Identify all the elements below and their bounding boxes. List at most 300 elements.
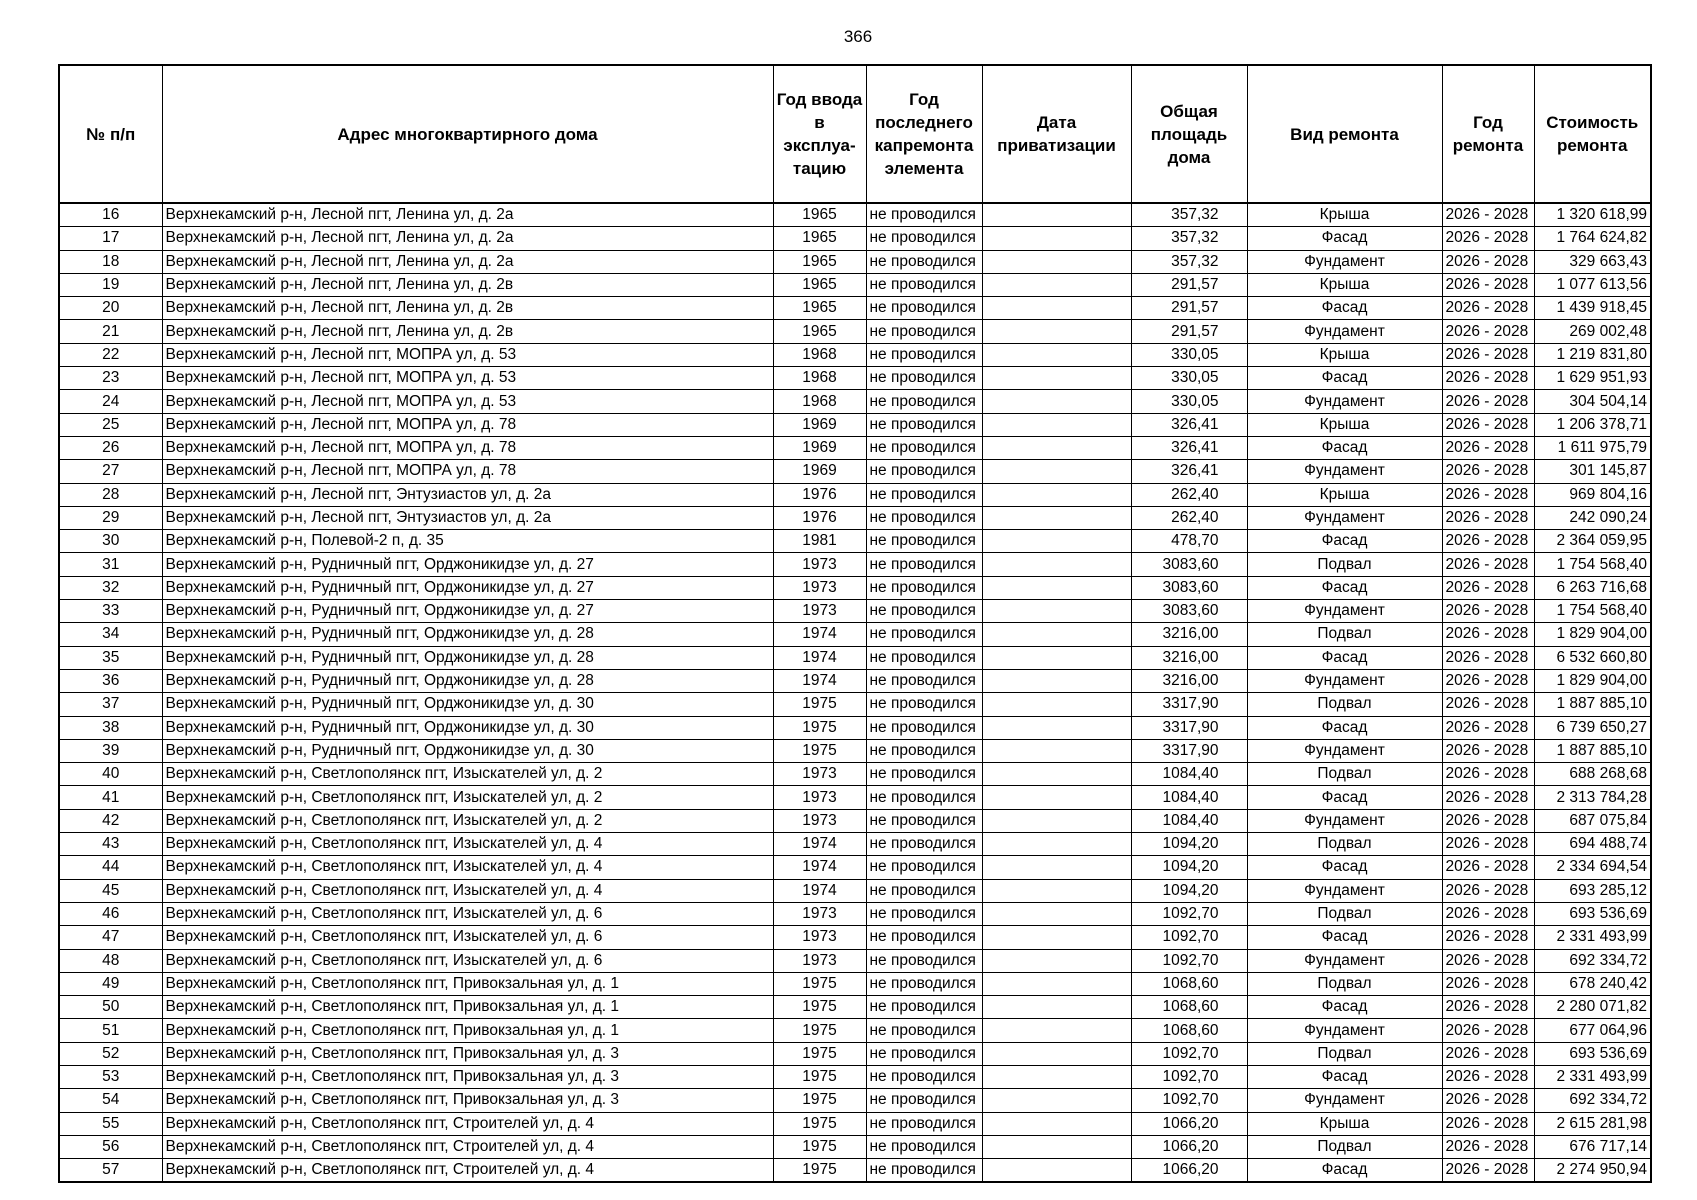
cell-num: 32 (59, 576, 162, 599)
cell-last-repair: не проводился (866, 623, 982, 646)
cell-address: Верхнекамский р-н, Светлополянск пгт, Привокзальная ул, д. 1 (162, 996, 773, 1019)
cell-year-built: 1968 (773, 390, 866, 413)
cell-repair-type: Фундамент (1247, 506, 1442, 529)
table-row (59, 1065, 1651, 1088)
cell-repair-year: 2026 - 2028 (1442, 553, 1534, 576)
cell-repair-type: Подвал (1247, 1042, 1442, 1065)
cell-repair-year: 2026 - 2028 (1442, 483, 1534, 506)
cell-cost: 1 754 568,40 (1534, 600, 1651, 623)
cell-cost: 692 334,72 (1534, 949, 1651, 972)
cell-year-built: 1973 (773, 600, 866, 623)
cell-year-built: 1975 (773, 1112, 866, 1135)
cell-repair-type: Фасад (1247, 856, 1442, 879)
cell-area: 291,57 (1131, 273, 1247, 296)
cell-area: 3317,90 (1131, 693, 1247, 716)
cell-repair-year: 2026 - 2028 (1442, 623, 1534, 646)
cell-area: 330,05 (1131, 367, 1247, 390)
cell-privatization (982, 902, 1131, 925)
cell-cost: 692 334,72 (1534, 1089, 1651, 1112)
cell-last-repair: не проводился (866, 809, 982, 832)
cell-repair-type: Фасад (1247, 716, 1442, 739)
cell-address: Верхнекамский р-н, Лесной пгт, Ленина ул, д. 2в (162, 297, 773, 320)
cell-repair-type: Фундамент (1247, 879, 1442, 902)
cell-num: 41 (59, 786, 162, 809)
cell-repair-type: Подвал (1247, 833, 1442, 856)
table-row (59, 297, 1651, 320)
cell-last-repair: не проводился (866, 646, 982, 669)
cell-year-built: 1973 (773, 949, 866, 972)
cell-repair-type: Фасад (1247, 926, 1442, 949)
cell-repair-type: Крыша (1247, 273, 1442, 296)
cell-privatization (982, 1065, 1131, 1088)
cell-year-built: 1975 (773, 1089, 866, 1112)
cell-area: 1094,20 (1131, 879, 1247, 902)
header-area: Общая площадь дома (1131, 65, 1247, 203)
cell-cost: 242 090,24 (1534, 506, 1651, 529)
table-row (59, 483, 1651, 506)
cell-repair-year: 2026 - 2028 (1442, 390, 1534, 413)
cell-cost: 678 240,42 (1534, 972, 1651, 995)
cell-area: 1092,70 (1131, 1089, 1247, 1112)
cell-address: Верхнекамский р-н, Рудничный пгт, Орджоникидзе ул, д. 27 (162, 600, 773, 623)
cell-area: 291,57 (1131, 320, 1247, 343)
table-row (59, 1112, 1651, 1135)
cell-privatization (982, 716, 1131, 739)
cell-area: 1066,20 (1131, 1159, 1247, 1183)
cell-address: Верхнекамский р-н, Лесной пгт, Ленина ул, д. 2в (162, 320, 773, 343)
cell-privatization (982, 506, 1131, 529)
cell-privatization (982, 693, 1131, 716)
cell-cost: 1 219 831,80 (1534, 343, 1651, 366)
cell-privatization (982, 460, 1131, 483)
table-row (59, 343, 1651, 366)
cell-year-built: 1965 (773, 250, 866, 273)
table-row (59, 693, 1651, 716)
cell-repair-year: 2026 - 2028 (1442, 203, 1534, 227)
cell-year-built: 1974 (773, 856, 866, 879)
cell-num: 29 (59, 506, 162, 529)
cell-last-repair: не проводился (866, 320, 982, 343)
cell-last-repair: не проводился (866, 553, 982, 576)
cell-last-repair: не проводился (866, 856, 982, 879)
cell-privatization (982, 367, 1131, 390)
cell-address: Верхнекамский р-н, Светлополянск пгт, Изыскателей ул, д. 2 (162, 809, 773, 832)
cell-last-repair: не проводился (866, 693, 982, 716)
table-row (59, 203, 1651, 227)
table-row (59, 320, 1651, 343)
cell-year-built: 1981 (773, 530, 866, 553)
cell-year-built: 1968 (773, 367, 866, 390)
cell-cost: 677 064,96 (1534, 1019, 1651, 1042)
cell-address: Верхнекамский р-н, Светлополянск пгт, Привокзальная ул, д. 3 (162, 1065, 773, 1088)
cell-repair-year: 2026 - 2028 (1442, 739, 1534, 762)
cell-privatization (982, 763, 1131, 786)
cell-year-built: 1975 (773, 1042, 866, 1065)
table-row (59, 600, 1651, 623)
cell-num: 56 (59, 1135, 162, 1158)
cell-cost: 2 334 694,54 (1534, 856, 1651, 879)
cell-year-built: 1969 (773, 436, 866, 459)
cell-address: Верхнекамский р-н, Лесной пгт, Ленина ул, д. 2а (162, 250, 773, 273)
cell-privatization (982, 879, 1131, 902)
cell-last-repair: не проводился (866, 763, 982, 786)
cell-last-repair: не проводился (866, 436, 982, 459)
cell-repair-year: 2026 - 2028 (1442, 972, 1534, 995)
cell-year-built: 1973 (773, 786, 866, 809)
cell-year-built: 1969 (773, 413, 866, 436)
cell-address: Верхнекамский р-н, Рудничный пгт, Орджоникидзе ул, д. 28 (162, 669, 773, 692)
table-row (59, 902, 1651, 925)
cell-privatization (982, 343, 1131, 366)
table-row (59, 809, 1651, 832)
cell-num: 23 (59, 367, 162, 390)
cell-cost: 694 488,74 (1534, 833, 1651, 856)
cell-year-built: 1968 (773, 343, 866, 366)
cell-year-built: 1973 (773, 576, 866, 599)
cell-year-built: 1976 (773, 483, 866, 506)
cell-address: Верхнекамский р-н, Рудничный пгт, Орджоникидзе ул, д. 30 (162, 693, 773, 716)
cell-privatization (982, 1042, 1131, 1065)
cell-area: 326,41 (1131, 413, 1247, 436)
table-row (59, 367, 1651, 390)
cell-privatization (982, 1112, 1131, 1135)
header-last-repair: Год последнего капремонта элемента (866, 65, 982, 203)
cell-repair-year: 2026 - 2028 (1442, 343, 1534, 366)
cell-repair-type: Крыша (1247, 343, 1442, 366)
cell-repair-year: 2026 - 2028 (1442, 460, 1534, 483)
cell-last-repair: не проводился (866, 716, 982, 739)
table-row (59, 739, 1651, 762)
cell-year-built: 1973 (773, 809, 866, 832)
table-row (59, 413, 1651, 436)
cell-cost: 301 145,87 (1534, 460, 1651, 483)
cell-area: 262,40 (1131, 483, 1247, 506)
cell-repair-type: Подвал (1247, 972, 1442, 995)
cell-privatization (982, 273, 1131, 296)
cell-address: Верхнекамский р-н, Лесной пгт, МОПРА ул, д. 53 (162, 343, 773, 366)
cell-last-repair: не проводился (866, 996, 982, 1019)
cell-year-built: 1965 (773, 227, 866, 250)
header-cost: Стоимость ремонта (1534, 65, 1651, 203)
cell-last-repair: не проводился (866, 413, 982, 436)
cell-repair-type: Фасад (1247, 646, 1442, 669)
cell-last-repair: не проводился (866, 1112, 982, 1135)
cell-num: 37 (59, 693, 162, 716)
cell-address: Верхнекамский р-н, Светлополянск пгт, Строителей ул, д. 4 (162, 1159, 773, 1183)
cell-repair-year: 2026 - 2028 (1442, 1112, 1534, 1135)
cell-privatization (982, 1089, 1131, 1112)
cell-address: Верхнекамский р-н, Светлополянск пгт, Изыскателей ул, д. 4 (162, 856, 773, 879)
cell-repair-type: Фасад (1247, 786, 1442, 809)
cell-privatization (982, 553, 1131, 576)
cell-address: Верхнекамский р-н, Светлополянск пгт, Привокзальная ул, д. 3 (162, 1089, 773, 1112)
cell-area: 1094,20 (1131, 833, 1247, 856)
cell-cost: 1 887 885,10 (1534, 739, 1651, 762)
cell-area: 1084,40 (1131, 763, 1247, 786)
table-row (59, 926, 1651, 949)
cell-last-repair: не проводился (866, 1159, 982, 1183)
cell-repair-year: 2026 - 2028 (1442, 413, 1534, 436)
cell-last-repair: не проводился (866, 786, 982, 809)
cell-repair-type: Фундамент (1247, 949, 1442, 972)
cell-address: Верхнекамский р-н, Лесной пгт, Энтузиастов ул, д. 2а (162, 483, 773, 506)
cell-repair-year: 2026 - 2028 (1442, 693, 1534, 716)
page-number: 366 (843, 27, 873, 46)
cell-repair-type: Фасад (1247, 367, 1442, 390)
cell-num: 28 (59, 483, 162, 506)
cell-repair-type: Подвал (1247, 902, 1442, 925)
cell-address: Верхнекамский р-н, Светлополянск пгт, Изыскателей ул, д. 6 (162, 926, 773, 949)
cell-last-repair: не проводился (866, 879, 982, 902)
cell-repair-year: 2026 - 2028 (1442, 506, 1534, 529)
cell-last-repair: не проводился (866, 460, 982, 483)
cell-year-built: 1975 (773, 996, 866, 1019)
cell-privatization (982, 926, 1131, 949)
cell-cost: 688 268,68 (1534, 763, 1651, 786)
cell-cost: 304 504,14 (1534, 390, 1651, 413)
cell-privatization (982, 530, 1131, 553)
cell-num: 52 (59, 1042, 162, 1065)
table-row (59, 972, 1651, 995)
cell-area: 3317,90 (1131, 716, 1247, 739)
cell-privatization (982, 786, 1131, 809)
cell-year-built: 1976 (773, 506, 866, 529)
cell-year-built: 1975 (773, 1135, 866, 1158)
cell-privatization (982, 646, 1131, 669)
cell-num: 53 (59, 1065, 162, 1088)
table-row (59, 669, 1651, 692)
cell-cost: 1 829 904,00 (1534, 669, 1651, 692)
cell-repair-type: Фундамент (1247, 390, 1442, 413)
cell-num: 47 (59, 926, 162, 949)
cell-area: 3083,60 (1131, 600, 1247, 623)
cell-year-built: 1975 (773, 972, 866, 995)
cell-cost: 1 629 951,93 (1534, 367, 1651, 390)
cell-address: Верхнекамский р-н, Лесной пгт, МОПРА ул, д. 53 (162, 367, 773, 390)
cell-address: Верхнекамский р-н, Лесной пгт, Ленина ул, д. 2а (162, 203, 773, 227)
cell-year-built: 1973 (773, 926, 866, 949)
cell-repair-year: 2026 - 2028 (1442, 949, 1534, 972)
cell-last-repair: не проводился (866, 343, 982, 366)
cell-address: Верхнекамский р-н, Лесной пгт, МОПРА ул, д. 78 (162, 436, 773, 459)
cell-cost: 676 717,14 (1534, 1135, 1651, 1158)
cell-num: 21 (59, 320, 162, 343)
table-row (59, 786, 1651, 809)
cell-area: 3216,00 (1131, 669, 1247, 692)
cell-address: Верхнекамский р-н, Светлополянск пгт, Привокзальная ул, д. 1 (162, 1019, 773, 1042)
cell-cost: 269 002,48 (1534, 320, 1651, 343)
cell-area: 326,41 (1131, 460, 1247, 483)
cell-repair-type: Фасад (1247, 1065, 1442, 1088)
cell-repair-year: 2026 - 2028 (1442, 856, 1534, 879)
cell-area: 1092,70 (1131, 1065, 1247, 1088)
cell-last-repair: не проводился (866, 576, 982, 599)
cell-area: 357,32 (1131, 250, 1247, 273)
cell-last-repair: не проводился (866, 1019, 982, 1042)
cell-privatization (982, 227, 1131, 250)
cell-address: Верхнекамский р-н, Светлополянск пгт, Изыскателей ул, д. 6 (162, 902, 773, 925)
header-repair-type: Вид ремонта (1247, 65, 1442, 203)
repair-schedule-table (58, 64, 1652, 1183)
cell-repair-type: Фундамент (1247, 739, 1442, 762)
cell-address: Верхнекамский р-н, Светлополянск пгт, Строителей ул, д. 4 (162, 1135, 773, 1158)
cell-num: 50 (59, 996, 162, 1019)
cell-privatization (982, 483, 1131, 506)
cell-repair-type: Подвал (1247, 623, 1442, 646)
cell-privatization (982, 1159, 1131, 1183)
cell-repair-year: 2026 - 2028 (1442, 1159, 1534, 1183)
cell-area: 478,70 (1131, 530, 1247, 553)
cell-num: 17 (59, 227, 162, 250)
cell-year-built: 1973 (773, 553, 866, 576)
cell-area: 3083,60 (1131, 576, 1247, 599)
cell-last-repair: не проводился (866, 739, 982, 762)
cell-last-repair: не проводился (866, 1089, 982, 1112)
cell-num: 16 (59, 203, 162, 227)
cell-address: Верхнекамский р-н, Рудничный пгт, Орджоникидзе ул, д. 27 (162, 576, 773, 599)
cell-last-repair: не проводился (866, 506, 982, 529)
cell-cost: 1 887 885,10 (1534, 693, 1651, 716)
cell-num: 19 (59, 273, 162, 296)
cell-last-repair: не проводился (866, 902, 982, 925)
cell-area: 291,57 (1131, 297, 1247, 320)
cell-repair-year: 2026 - 2028 (1442, 716, 1534, 739)
table-row (59, 506, 1651, 529)
cell-repair-type: Подвал (1247, 763, 1442, 786)
table-row (59, 460, 1651, 483)
cell-area: 3083,60 (1131, 553, 1247, 576)
cell-repair-year: 2026 - 2028 (1442, 646, 1534, 669)
cell-repair-year: 2026 - 2028 (1442, 436, 1534, 459)
cell-year-built: 1975 (773, 1065, 866, 1088)
table-row (59, 996, 1651, 1019)
cell-privatization (982, 739, 1131, 762)
cell-cost: 6 532 660,80 (1534, 646, 1651, 669)
cell-cost: 2 313 784,28 (1534, 786, 1651, 809)
table-row (59, 1159, 1651, 1183)
cell-repair-year: 2026 - 2028 (1442, 786, 1534, 809)
cell-last-repair: не проводился (866, 600, 982, 623)
cell-year-built: 1974 (773, 646, 866, 669)
cell-repair-type: Фасад (1247, 576, 1442, 599)
cell-last-repair: не проводился (866, 250, 982, 273)
cell-last-repair: не проводился (866, 273, 982, 296)
cell-privatization (982, 669, 1131, 692)
cell-repair-type: Фундамент (1247, 809, 1442, 832)
cell-repair-type: Фасад (1247, 297, 1442, 320)
cell-privatization (982, 320, 1131, 343)
cell-privatization (982, 972, 1131, 995)
table-row (59, 1089, 1651, 1112)
cell-cost: 2 280 071,82 (1534, 996, 1651, 1019)
cell-address: Верхнекамский р-н, Лесной пгт, Ленина ул, д. 2а (162, 227, 773, 250)
cell-num: 30 (59, 530, 162, 553)
cell-year-built: 1965 (773, 273, 866, 296)
cell-repair-year: 2026 - 2028 (1442, 833, 1534, 856)
cell-repair-year: 2026 - 2028 (1442, 1019, 1534, 1042)
cell-cost: 2 331 493,99 (1534, 1065, 1651, 1088)
table-row (59, 273, 1651, 296)
cell-num: 24 (59, 390, 162, 413)
cell-area: 1092,70 (1131, 1042, 1247, 1065)
cell-privatization (982, 413, 1131, 436)
cell-repair-year: 2026 - 2028 (1442, 367, 1534, 390)
cell-repair-type: Подвал (1247, 1135, 1442, 1158)
cell-num: 33 (59, 600, 162, 623)
cell-repair-year: 2026 - 2028 (1442, 763, 1534, 786)
cell-num: 22 (59, 343, 162, 366)
cell-repair-type: Фундамент (1247, 669, 1442, 692)
cell-num: 34 (59, 623, 162, 646)
cell-last-repair: не проводился (866, 227, 982, 250)
cell-area: 1092,70 (1131, 902, 1247, 925)
cell-cost: 1 829 904,00 (1534, 623, 1651, 646)
table-row (59, 436, 1651, 459)
cell-address: Верхнекамский р-н, Лесной пгт, Энтузиастов ул, д. 2а (162, 506, 773, 529)
cell-address: Верхнекамский р-н, Рудничный пгт, Орджоникидзе ул, д. 27 (162, 553, 773, 576)
cell-repair-year: 2026 - 2028 (1442, 902, 1534, 925)
cell-repair-year: 2026 - 2028 (1442, 669, 1534, 692)
table-row (59, 716, 1651, 739)
cell-privatization (982, 833, 1131, 856)
cell-year-built: 1975 (773, 1019, 866, 1042)
cell-last-repair: не проводился (866, 530, 982, 553)
cell-privatization (982, 809, 1131, 832)
header-address: Адрес многоквартирного дома (162, 65, 773, 203)
cell-num: 31 (59, 553, 162, 576)
cell-area: 1092,70 (1131, 926, 1247, 949)
cell-year-built: 1975 (773, 716, 866, 739)
header-repair-year: Год ремонта (1442, 65, 1534, 203)
table-row (59, 879, 1651, 902)
cell-cost: 693 536,69 (1534, 902, 1651, 925)
cell-num: 35 (59, 646, 162, 669)
cell-year-built: 1975 (773, 693, 866, 716)
cell-year-built: 1973 (773, 902, 866, 925)
cell-cost: 2 331 493,99 (1534, 926, 1651, 949)
cell-privatization (982, 856, 1131, 879)
cell-area: 1084,40 (1131, 809, 1247, 832)
cell-repair-type: Фасад (1247, 530, 1442, 553)
cell-cost: 1 320 618,99 (1534, 203, 1651, 227)
cell-repair-year: 2026 - 2028 (1442, 809, 1534, 832)
cell-area: 1094,20 (1131, 856, 1247, 879)
cell-cost: 1 439 918,45 (1534, 297, 1651, 320)
cell-address: Верхнекамский р-н, Рудничный пгт, Орджоникидзе ул, д. 28 (162, 646, 773, 669)
table-row (59, 1019, 1651, 1042)
cell-privatization (982, 1135, 1131, 1158)
cell-year-built: 1974 (773, 833, 866, 856)
cell-address: Верхнекамский р-н, Светлополянск пгт, Привокзальная ул, д. 3 (162, 1042, 773, 1065)
cell-year-built: 1974 (773, 879, 866, 902)
cell-num: 42 (59, 809, 162, 832)
cell-num: 54 (59, 1089, 162, 1112)
cell-repair-year: 2026 - 2028 (1442, 530, 1534, 553)
cell-privatization (982, 1019, 1131, 1042)
cell-cost: 6 263 716,68 (1534, 576, 1651, 599)
cell-cost: 687 075,84 (1534, 809, 1651, 832)
cell-repair-type: Крыша (1247, 483, 1442, 506)
cell-last-repair: не проводился (866, 1042, 982, 1065)
cell-last-repair: не проводился (866, 926, 982, 949)
table-row (59, 1042, 1651, 1065)
table-row (59, 250, 1651, 273)
cell-num: 49 (59, 972, 162, 995)
cell-cost: 2 364 059,95 (1534, 530, 1651, 553)
cell-area: 1068,60 (1131, 972, 1247, 995)
cell-address: Верхнекамский р-н, Рудничный пгт, Орджоникидзе ул, д. 28 (162, 623, 773, 646)
cell-last-repair: не проводился (866, 483, 982, 506)
